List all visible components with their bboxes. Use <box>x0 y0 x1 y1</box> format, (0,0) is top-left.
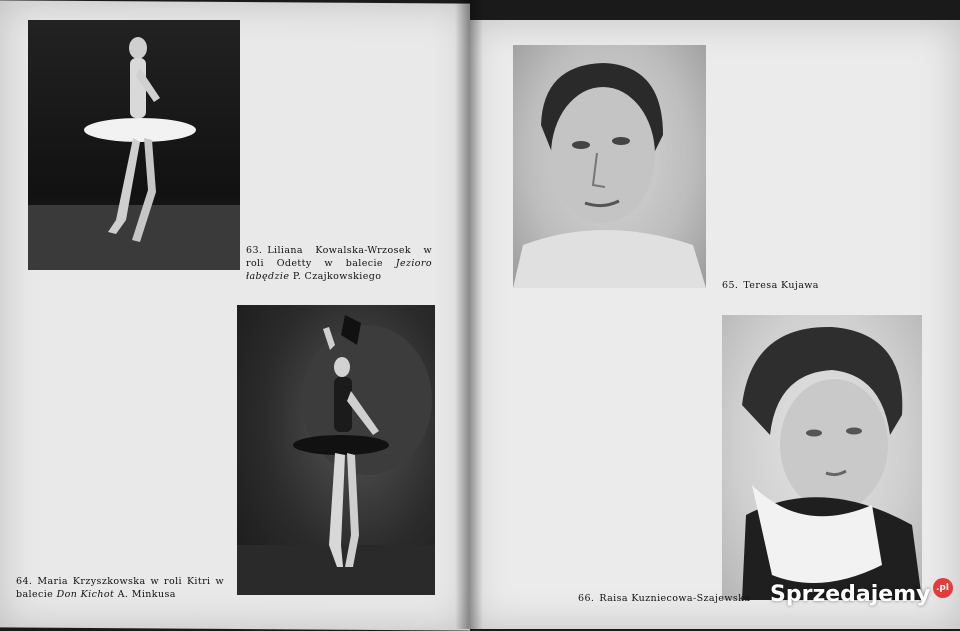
ballerina-swan-lake-photo <box>28 20 240 270</box>
caption-number: 64. <box>16 576 33 587</box>
caption-composer: P. Czajkowskiego <box>292 271 382 282</box>
book-gutter <box>455 0 483 629</box>
caption-66 <box>578 592 750 605</box>
caption-63 <box>246 244 432 283</box>
portrait-photo-raisa-kuzniecowa <box>722 315 922 600</box>
portrait-photo-teresa-kujawa <box>513 45 706 288</box>
caption-number: 65. <box>722 280 739 291</box>
watermark-badge: .pl <box>933 578 953 598</box>
caption-64 <box>16 575 224 601</box>
caption-text: Teresa Kujawa <box>743 280 819 291</box>
caption-number: 63. <box>246 245 263 256</box>
caption-work-title: Don Kichot <box>56 589 115 600</box>
sprzedajemy-watermark <box>770 576 953 612</box>
caption-65 <box>722 279 819 292</box>
caption-composer: A. Minkusa <box>117 589 176 600</box>
caption-text: Liliana Kowalska-Wrzosek w roli Odetty w balecie <box>246 245 432 269</box>
caption-work-title: Jezioro łabędzie <box>246 258 432 282</box>
caption-text: Maria Krzyszkowska w roli Kitri w balecie <box>16 576 224 600</box>
watermark-text: Sprzedajemy <box>770 581 931 607</box>
ballerina-don-quixote-photo <box>237 305 435 595</box>
caption-number: 66. <box>578 593 595 604</box>
caption-text: Raisa Kuzniecowa-Szajewska <box>599 593 751 604</box>
